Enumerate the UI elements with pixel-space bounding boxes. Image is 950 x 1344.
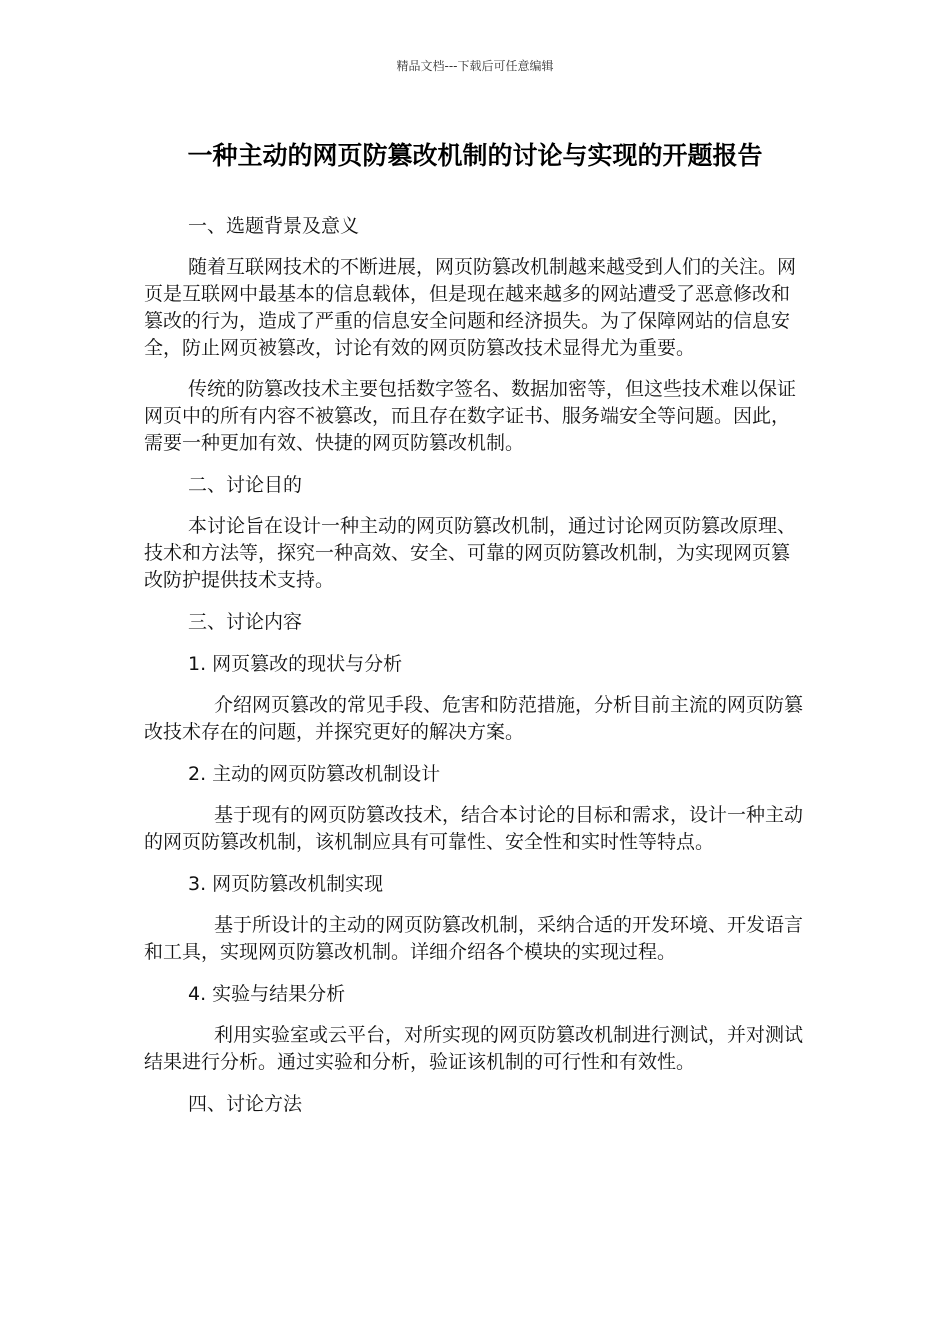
subsection-paragraph-3: 基于所设计的主动的网页防篡改机制，采纳合适的开发环境、开发语言和工具，实现网页防篡改机制。详细介绍各个模块的实现过程。 — [144, 914, 804, 963]
document-body — [144, 212, 804, 1132]
subsection-paragraph-1: 介绍网页篡改的常见手段、危害和防范措施，分析目前主流的网页防篡改技术存在的问题，并探究更好的解决方案。 — [144, 694, 804, 743]
header-note: 精品文档---下载后可任意编辑 — [396, 59, 554, 73]
paragraph-background-2: 传统的防篡改技术主要包括数字签名、数据加密等，但这些技术难以保证网页中的所有内容不被篡改，而且存在数字证书、服务端安全等问题。因此，需要一种更加有效、快捷的网页防篡改机制。 — [144, 378, 797, 454]
subsection-heading-4: 4. 实验与结果分析 — [188, 983, 346, 1005]
subsection-paragraph-4: 利用实验室或云平台，对所实现的网页防篡改机制进行测试，并对测试结果进行分析。通过实验和分析，验证该机制的可行性和有效性。 — [144, 1024, 804, 1073]
paragraph-background-1: 随着互联网技术的不断进展，网页防篡改机制越来越受到人们的关注。网页是互联网中最基本的信息载体，但是现在越来越多的网站遭受了恶意修改和篡改的行为，造成了严重的信息安全问题和经济损失。为了保障网站的信息安全，防止网页被篡改，讨论有效的网页防篡改技术显得尤为重要。 — [144, 256, 797, 359]
section-heading-purpose: 二、讨论目的 — [188, 474, 303, 496]
subsection-heading-3: 3. 网页防篡改机制实现 — [188, 873, 384, 895]
section-heading-background: 一、选题背景及意义 — [188, 215, 360, 237]
document-title: 一种主动的网页防篡改机制的讨论与实现的开题报告 — [187, 141, 763, 170]
section-heading-method: 四、讨论方法 — [188, 1093, 303, 1115]
subsection-paragraph-2: 基于现有的网页防篡改技术，结合本讨论的目标和需求，设计一种主动的网页防篡改机制，该机制应具有可靠性、安全性和实时性等特点。 — [144, 804, 804, 853]
section-heading-content: 三、讨论内容 — [188, 611, 303, 633]
subsection-heading-1: 1. 网页篡改的现状与分析 — [188, 653, 403, 675]
subsection-heading-2: 2. 主动的网页防篡改机制设计 — [188, 763, 441, 785]
paragraph-purpose: 本讨论旨在设计一种主动的网页防篡改机制，通过讨论网页防篡改原理、技术和方法等，探究一种高效、安全、可靠的网页防篡改机制，为实现网页篡改防护提供技术支持。 — [144, 515, 797, 591]
